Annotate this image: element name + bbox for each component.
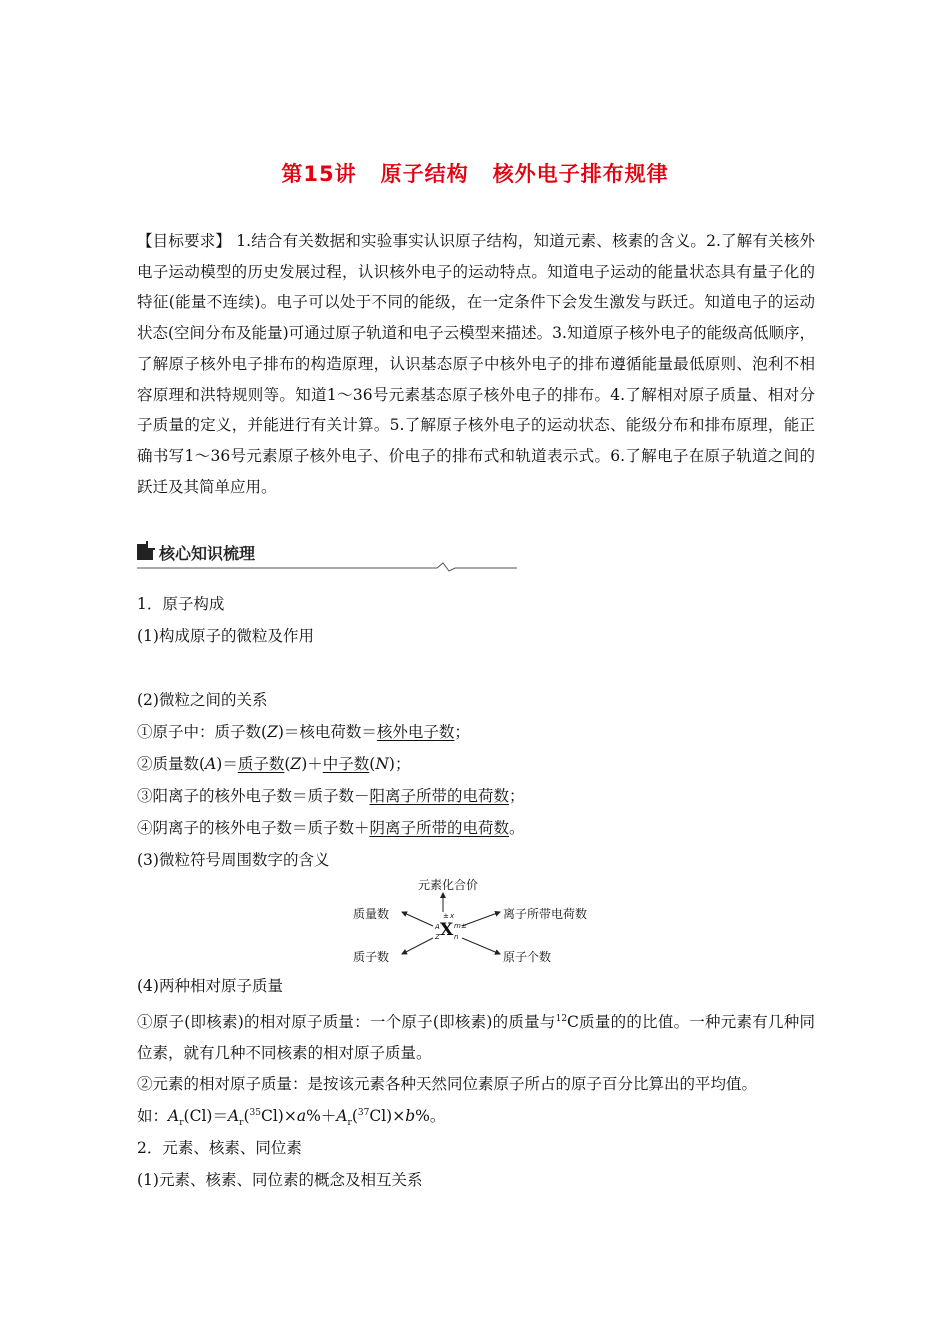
learning-goals [137, 226, 815, 502]
label-atom-count: 原子个数 [503, 950, 552, 964]
goals-tag: 【目标要求】 [137, 232, 232, 250]
relation-3: ③阳离子的核外电子数＝质子数－阳离子所带的电荷数； [137, 787, 525, 805]
section-header [137, 538, 517, 572]
subheading-particles: (1)构成原子的微粒及作用 [137, 627, 314, 645]
subheading-concepts: (1)元素、核素、同位素的概念及相互关系 [137, 1171, 423, 1189]
section-square-icon [137, 544, 153, 560]
title-lecture: 第15讲 [281, 162, 357, 186]
heading-atom-structure: 1．原子构成 [137, 595, 225, 613]
symbol-X: X [440, 920, 454, 940]
symbol-A: A [435, 923, 440, 931]
formula-example: 如：$A_r(Cl)=A_r(^{35}Cl)\times a\%+A_r(^{37}Cl)\times b\%$。 [137, 1107, 446, 1129]
label-proton-number: 质子数 [353, 950, 390, 964]
symbol-Z: Z [435, 933, 440, 941]
goals-text: 1.结合有关数据和实验事实认识原子结构，知道元素、核素的含义。2.了解有关核外电子运动模型的历史发展过程，认识核外电子的运动特点。知道电子运动的能量状态具有量子化的特征(能量不连续)。电子可以处于不同的能级，在一定条件下会发生激发与跃迁。知道电子的运动状态(空间分布及能量)可通过原子轨道和电子云模型来描述。3.知道原子核外电子的能级高低顺序，了解原子核外电子排布的构造原理，认识基态原子中核外电子的排布遵循能量最低原则、泡利不相容原理和洪特规则等。知道1～36号元素基态原子核外电子的排布。4.了解相对原子质量、相对分子质量的定义，并能进行有关计算。5.了解原子核外电子的运动状态、能级分布和排布原理，能正确书写1～36号元素原子核外电子、价电子的排布式和轨道表示式。6.了解电子在原子轨道之间的跃迁及其简单应用。 [137, 232, 815, 496]
label-valence: 元素化合价 [418, 878, 479, 892]
subheading-relative-mass: (4)两种相对原子质量 [137, 977, 283, 995]
title-topic-2: 核外电子排布规律 [492, 162, 669, 186]
relation-1: ①原子中：质子数(Z)＝核电荷数＝核外电子数； [137, 723, 470, 741]
label-mass-number: 质量数 [353, 907, 390, 921]
heading-element-nuclide: 2．元素、核素、同位素 [137, 1139, 302, 1157]
symbol-n: n [454, 933, 459, 941]
paragraph-element-mass: ②元素的相对原子质量：是按该元素各种天然同位素原子所占的原子百分比算出的平均值。 [137, 1075, 758, 1093]
symbol-diagram [340, 876, 610, 968]
relation-4: ④阴离子的核外电子数＝质子数＋阴离子所带的电荷数。 [137, 819, 525, 837]
section-title: 核心知识梳理 [159, 544, 256, 563]
section-underline [137, 560, 517, 572]
subheading-relations: (2)微粒之间的关系 [137, 691, 268, 709]
symbol-pm: ± [443, 912, 449, 920]
symbol-x: x [450, 912, 455, 920]
symbol-m: m± [454, 922, 467, 930]
label-ion-charge: 离子所带电荷数 [503, 907, 588, 921]
paragraph-nuclide-mass: ①原子(即核素)的相对原子质量：一个原子(即核素)的质量与$^{12}$C质量的的比值。一种元素有几种同位素，就有几种不同核素的相对原子质量。 [137, 1013, 815, 1063]
subheading-symbol-meaning: (3)微粒符号周围数字的含义 [137, 851, 330, 869]
title-topic-1: 原子结构 [380, 162, 469, 186]
relation-2: ②质量数(A)＝质子数(Z)＋中子数(N)； [137, 755, 411, 773]
page-title [0, 158, 950, 188]
